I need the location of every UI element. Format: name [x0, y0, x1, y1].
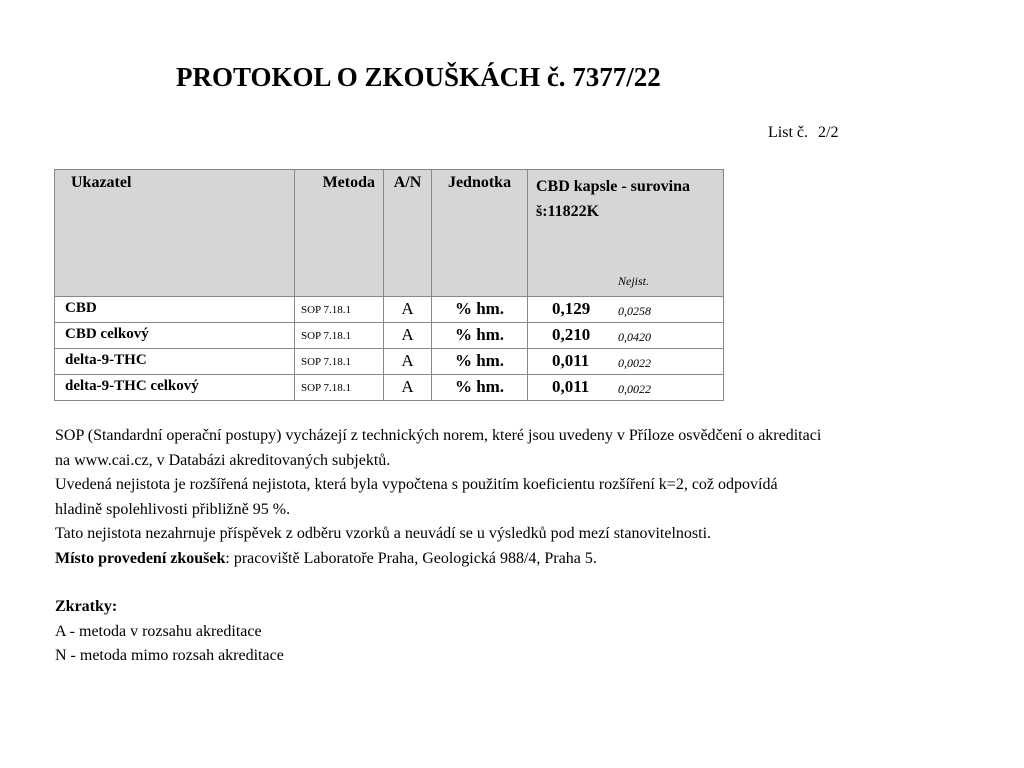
row-an: A	[384, 323, 432, 349]
abbreviations-title	[55, 595, 935, 620]
row-unit: % hm.	[432, 297, 528, 323]
notes-section	[55, 424, 935, 669]
row-uncertainty: 0,0022	[618, 382, 651, 396]
table-row	[55, 323, 724, 349]
test-location-text: : pracoviště Laboratoře Praha, Geologická 988/4, Praha 5.	[225, 549, 597, 567]
sample-id: š:11822K	[536, 203, 600, 220]
row-value: 0,011	[552, 377, 590, 396]
uncertainty-note-line3: Tato nejistota nezahrnuje příspěvek z odběru vzorků a neuvádí se u výsledků pod mezí stanovitelnosti.	[55, 525, 712, 542]
sheet-label: List č.	[768, 124, 808, 141]
row-method: SOP 7.18.1	[295, 297, 384, 323]
table-header-row	[55, 170, 724, 297]
column-header-sample	[528, 170, 724, 297]
row-result	[528, 297, 724, 323]
row-method: SOP 7.18.1	[295, 375, 384, 401]
test-location	[55, 547, 935, 572]
row-result	[528, 375, 724, 401]
row-value: 0,210	[552, 325, 591, 344]
sheet-number	[768, 124, 838, 142]
table-row	[55, 375, 724, 401]
uncertainty-note-line1: Uvedená nejistota je rozšířená nejistota, která byla vypočtena s použitím koeficientu rozšíření k=2, což odpovídá	[55, 476, 778, 493]
results-table	[54, 169, 724, 401]
table-row	[55, 297, 724, 323]
row-uncertainty: 0,0258	[618, 304, 651, 318]
uncertainty-header: Nejist.	[618, 274, 650, 288]
row-indicator: delta-9-THC celkový	[55, 375, 295, 401]
sop-note-line2: na www.cai.cz, v Databázi akreditovaných subjektů.	[55, 451, 391, 469]
row-value: 0,129	[552, 299, 591, 318]
row-unit: % hm.	[432, 349, 528, 375]
row-method: SOP 7.18.1	[295, 323, 384, 349]
column-header-an: A/N	[384, 170, 432, 297]
row-indicator: CBD	[55, 297, 295, 323]
row-unit: % hm.	[432, 323, 528, 349]
row-value: 0,011	[552, 351, 590, 370]
row-an: A	[384, 349, 432, 375]
abbreviation-a: A - metoda v rozsahu akreditace	[55, 622, 262, 640]
row-uncertainty: 0,0420	[618, 330, 651, 344]
row-method: SOP 7.18.1	[295, 349, 384, 375]
table-row	[55, 349, 724, 375]
row-unit: % hm.	[432, 375, 528, 401]
row-result	[528, 323, 724, 349]
abbreviations-title-text: Zkratky:	[55, 598, 118, 615]
sop-note-line1: SOP (Standardní operační postupy) vycházejí z technických norem, které jsou uvedeny v Příloze osvědčení o akreditaci	[55, 427, 822, 444]
row-indicator: delta-9-THC	[55, 349, 295, 375]
abbreviation-n: N - metoda mimo rozsah akreditace	[55, 647, 284, 664]
sheet-number-value: 2/2	[818, 124, 839, 141]
sample-name: CBD kapsle - surovina	[536, 178, 690, 195]
row-indicator: CBD celkový	[55, 323, 295, 349]
row-result	[528, 349, 724, 375]
column-header-unit: Jednotka	[432, 170, 528, 297]
protocol-title: PROTOKOL O ZKOUŠKÁCH č. 7377/22	[176, 62, 661, 92]
uncertainty-note-line2: hladině spolehlivosti přibližně 95 %.	[55, 500, 291, 518]
test-location-label: Místo provedení zkoušek	[55, 549, 226, 567]
row-an: A	[384, 375, 432, 401]
row-uncertainty: 0,0022	[618, 356, 651, 370]
column-header-indicator: Ukazatel	[55, 170, 295, 297]
column-header-method: Metoda	[295, 170, 384, 297]
row-an: A	[384, 297, 432, 323]
